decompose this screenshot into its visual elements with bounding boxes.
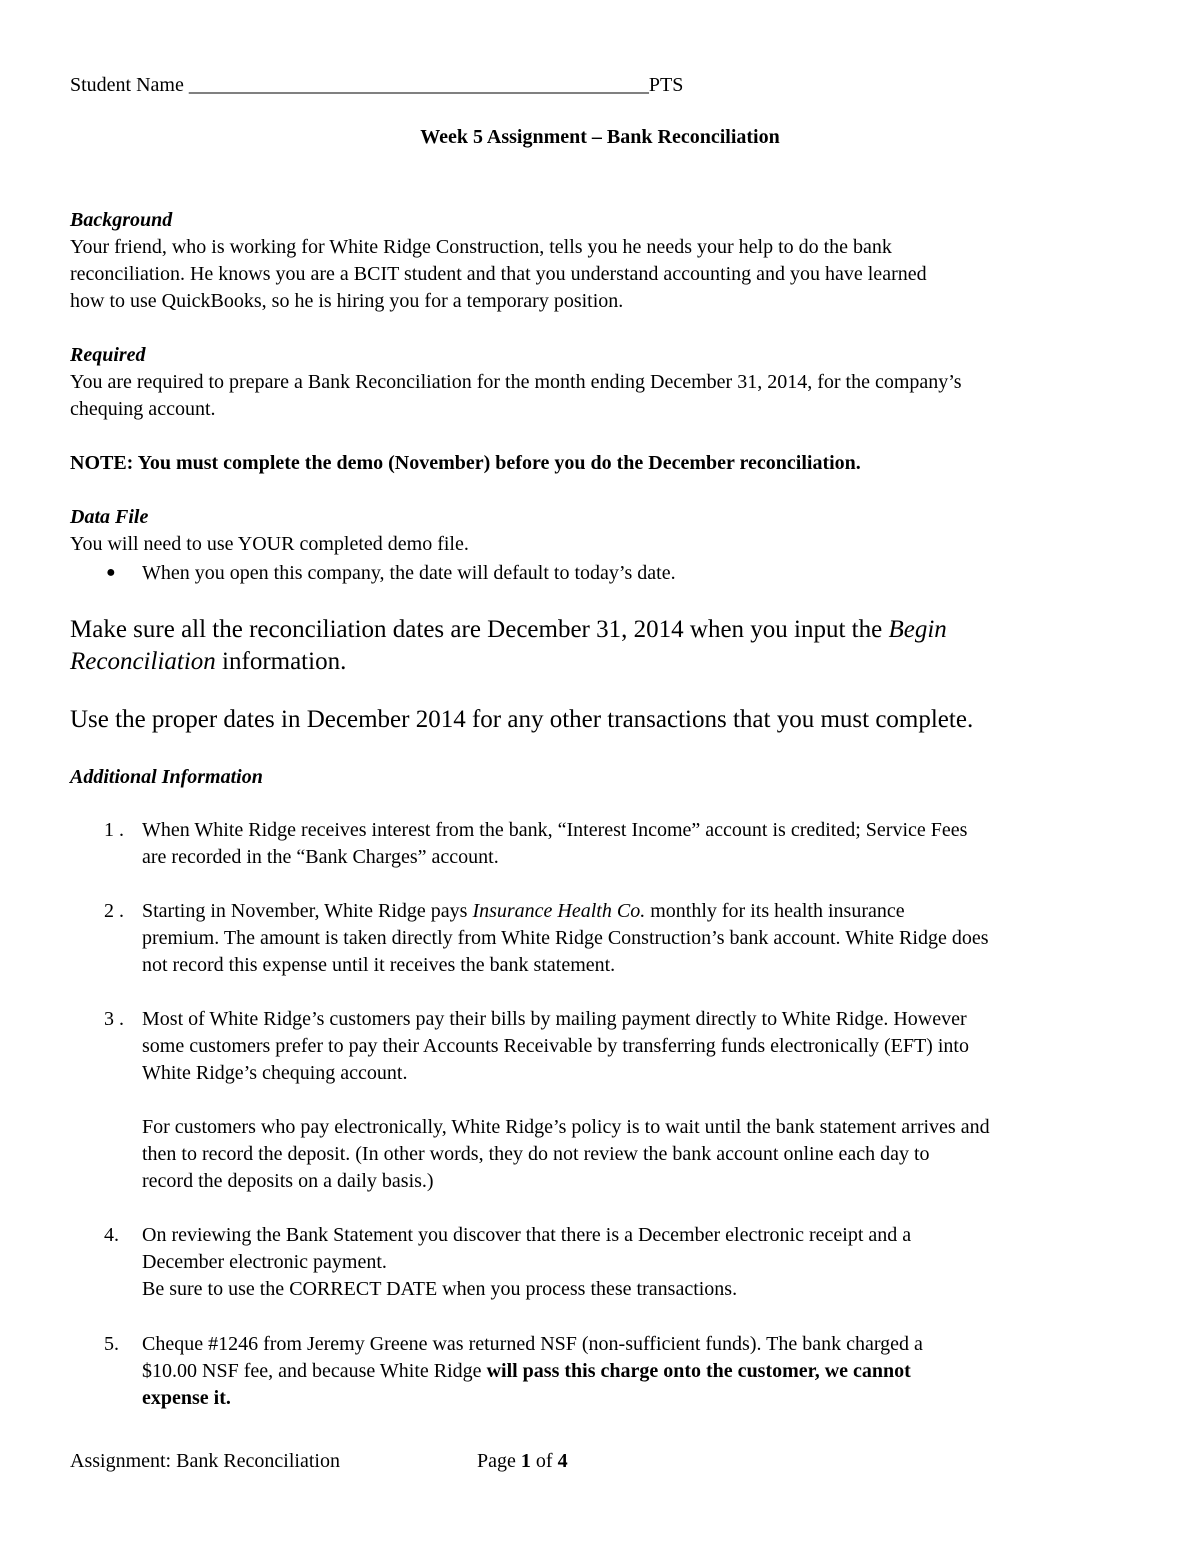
- background-line-3: how to use QuickBooks, so he is hiring you for a temporary position.: [70, 290, 624, 312]
- bullet-icon: ●: [106, 564, 116, 581]
- item-3-para2-line-2: then to record the deposit. (In other words, they do not review the bank account online each day to: [142, 1143, 930, 1165]
- data-file-bullet-text: When you open this company, the date will default to today’s date.: [142, 562, 676, 584]
- big-text-line-1: [70, 614, 947, 646]
- item-4-line-2: December electronic payment.: [142, 1251, 387, 1273]
- big-text-line-2-b: information.: [215, 648, 347, 675]
- data-file-line: You will need to use YOUR completed demo file.: [70, 533, 469, 555]
- item-2-line-3: not record this expense until it receives the bank statement.: [142, 954, 616, 976]
- footer-left: Assignment: Bank Reconciliation: [70, 1450, 340, 1472]
- required-heading: Required: [70, 344, 146, 366]
- item-5-line-3: expense it.: [142, 1387, 231, 1409]
- background-heading: Background: [70, 209, 173, 231]
- big-text-line-1-italic: Begin: [888, 616, 947, 643]
- item-4-line-3: Be sure to use the CORRECT DATE when you process these transactions.: [142, 1278, 738, 1300]
- item-3-para2-line-1: For customers who pay electronically, White Ridge’s policy is to wait until the bank statement arrives and: [142, 1116, 990, 1138]
- item-5-line-2: [142, 1358, 911, 1385]
- page-total: 4: [557, 1450, 568, 1472]
- item-4-line-1: On reviewing the Bank Statement you discover that there is a December electronic receipt and a: [142, 1224, 912, 1246]
- student-name-line: [70, 72, 683, 99]
- big-text-line-3: Use the proper dates in December 2014 for any other transactions that you must complete.: [70, 706, 974, 733]
- big-text-line-2: [70, 646, 346, 678]
- of-label: of: [530, 1450, 558, 1472]
- item-3-number: 3 .: [104, 1008, 124, 1030]
- big-text-line-1-a: Make sure all the reconciliation dates are December 31, 2014 when you input the: [70, 616, 889, 643]
- background-line-2: reconciliation. He knows you are a BCIT student and that you understand accounting and you have learned: [70, 263, 927, 285]
- item-3-line-1: Most of White Ridge’s customers pay their bills by mailing payment directly to White Ridge. However: [142, 1008, 967, 1030]
- data-file-heading: Data File: [70, 506, 149, 528]
- student-name-label: Student Name: [70, 74, 189, 96]
- page-num: 1: [520, 1450, 531, 1472]
- pts-label: PTS: [648, 74, 684, 96]
- item-5-line-2-a: $10.00 NSF fee, and because White Ridge: [142, 1360, 487, 1382]
- item-2-line-1: [142, 898, 905, 925]
- item-3-line-3: White Ridge’s chequing account.: [142, 1062, 408, 1084]
- additional-heading: Additional Information: [70, 766, 263, 788]
- item-2-line-1-c: monthly for its health insurance: [645, 900, 905, 922]
- page-label: Page: [477, 1450, 521, 1472]
- insurer-name: Insurance Health Co.: [472, 900, 646, 922]
- footer-page-number: [477, 1448, 568, 1475]
- item-2-line-2: premium. The amount is taken directly from White Ridge Construction’s bank account. White Ridge does: [142, 927, 989, 949]
- item-3-line-2: some customers prefer to pay their Accounts Receivable by transferring funds electronically (EFT) into: [142, 1035, 969, 1057]
- item-1-number: 1 .: [104, 819, 124, 841]
- big-text-line-2-italic: Reconciliation: [70, 648, 216, 675]
- item-2-number: 2 .: [104, 900, 124, 922]
- required-line-1: You are required to prepare a Bank Reconciliation for the month ending December 31, 2014, for the company’s: [70, 371, 962, 393]
- student-name-blank: ______________________________________________: [188, 74, 649, 96]
- item-4-number: 4.: [104, 1224, 119, 1246]
- required-line-2: chequing account.: [70, 398, 216, 420]
- background-line-1: Your friend, who is working for White Ridge Construction, tells you he needs your help to do the bank: [70, 236, 892, 258]
- item-3-para2-line-3: record the deposits on a daily basis.): [142, 1170, 434, 1192]
- note-text: NOTE: You must complete the demo (November) before you do the December reconciliation.: [70, 452, 861, 474]
- page-title: Week 5 Assignment – Bank Reconciliation: [420, 126, 780, 148]
- item-5-number: 5.: [104, 1333, 119, 1355]
- item-5-line-1: Cheque #1246 from Jeremy Greene was returned NSF (non-sufficient funds). The bank charged a: [142, 1333, 923, 1355]
- item-1-line-1: When White Ridge receives interest from the bank, “Interest Income” account is credited; Service Fees: [142, 819, 968, 841]
- item-5-line-2-bold: will pass this charge onto the customer, we cannot: [486, 1360, 911, 1382]
- item-1-line-2: are recorded in the “Bank Charges” account.: [142, 846, 499, 868]
- item-2-line-1-a: Starting in November, White Ridge pays: [142, 900, 473, 922]
